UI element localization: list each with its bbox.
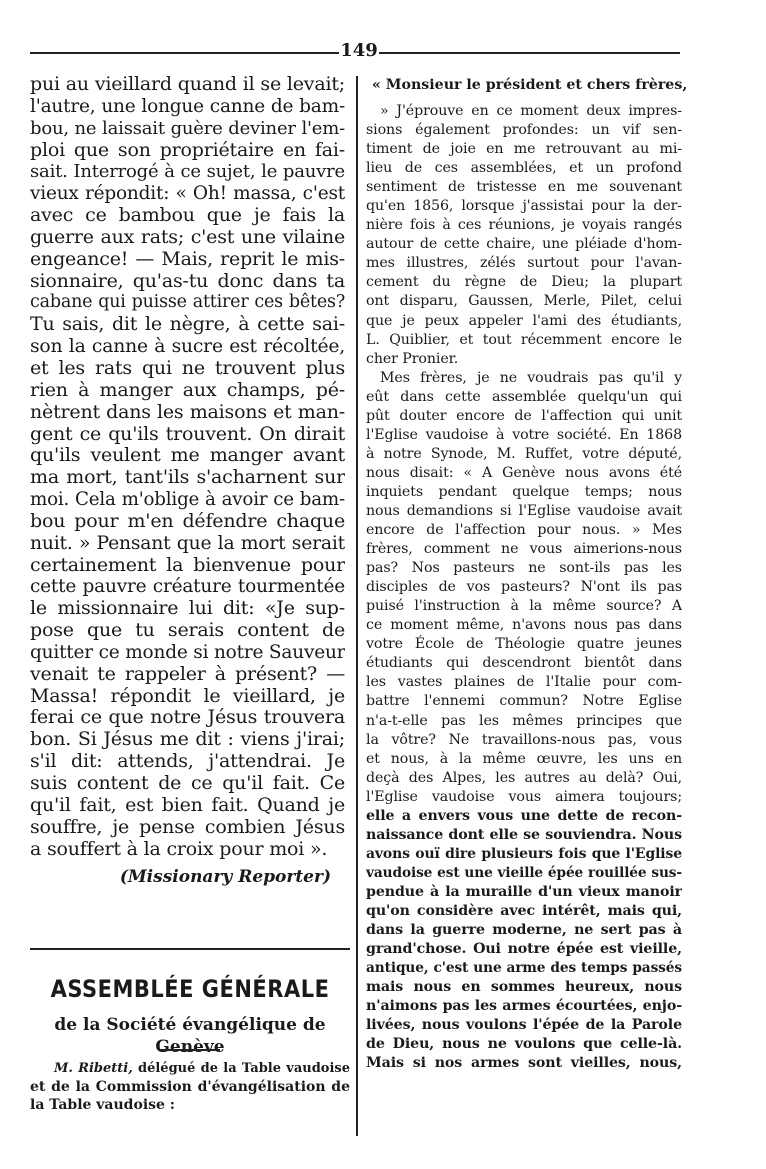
text-line: son la canne à sucre est récoltée,	[30, 336, 345, 358]
text-line: la vôtre? Ne travaillons-nous pas, vous	[366, 731, 682, 748]
text-line: naissance dont elle se souviendra. Nous	[366, 826, 682, 843]
text-line: deçà des Alpes, les autres au delà? Oui,	[366, 769, 682, 786]
ornament-rule	[160, 1045, 220, 1055]
text-line: l'Eglise vaudoise à votre société. En 1868	[366, 426, 682, 443]
text-line: qu'en 1856, lorsque j'assistai pour la der-	[366, 198, 682, 215]
text-line: moi. Cela m'oblige à avoir ce bam-	[30, 489, 345, 511]
text-line: qu'il fait, est bien fait. Quand je	[30, 794, 345, 816]
text-line: mes illustres, zélés surtout pour l'avan-	[366, 255, 682, 272]
text-line: nous disait: « A Genève nous avons été	[366, 464, 682, 481]
text-line: ce moment même, n'avons nous pas dans	[366, 617, 682, 634]
text-line: vieux répondit: « Oh! massa, c'est	[30, 183, 345, 205]
text-line: mais nous en sommes heureux, nous	[366, 979, 682, 996]
text-line: nous demandions si l'Eglise vaudoise avait	[366, 502, 682, 519]
text-line: s'il dit: attends, j'attendrai. Je	[30, 751, 345, 773]
text-line: pose que tu serais content de	[30, 620, 345, 642]
text-line: lieu de ces assemblées, et un profond	[366, 160, 682, 177]
text-line: bou, ne laissait guère deviner l'em-	[30, 117, 345, 139]
source-citation: (Missionary Reporter)	[119, 867, 331, 888]
text-line: eût dans cette assemblée quelqu'un qui	[366, 388, 682, 405]
left-column	[30, 74, 345, 888]
text-line: inquiets pendant quelque temps; nous	[366, 483, 682, 500]
text-line: suis content de ce qu'il fait. Ce	[30, 773, 345, 794]
text-line: cher Pronier.	[366, 350, 459, 367]
text-line: de Dieu, nous ne voulons que celle-là.	[366, 1036, 682, 1053]
text-line: venait te rappeler à présent? —	[30, 663, 345, 685]
text-line: bon. Si Jésus me dit : viens j'irai;	[30, 729, 345, 751]
text-line: encore de l'affection pour nous. » Mes	[366, 522, 682, 539]
text-line: l'Eglise vaudoise vous aimera toujours;	[366, 788, 682, 805]
text-line: Mais si nos armes sont vieilles, nous,	[366, 1055, 682, 1072]
text-line: que je peux appeler l'ami des étudiants,	[366, 312, 682, 329]
column-divider	[356, 76, 358, 1136]
text-line: qu'ils veulent me manger avant	[30, 445, 345, 467]
text-line: nètrent dans les maisons et man-	[30, 401, 345, 423]
text-line: engeance! — Mais, reprit le mis-	[30, 248, 345, 270]
text-line: pendue à la muraille d'un vieux manoir	[366, 883, 682, 900]
text-line: ploi que son propriétaire en fai-	[30, 139, 345, 161]
text-line: sentiment de tristesse en me souvenant	[366, 179, 682, 196]
text-line: n'aimons pas les armes écourtées, enjo-	[366, 998, 682, 1015]
text-line: et les rats qui ne trouvent plus	[30, 357, 345, 379]
text-line: souffre, je pense combien Jésus	[30, 816, 345, 838]
text-line: à notre Synode, M. Ruffet, votre député,	[366, 445, 682, 462]
text-line: sionnaire, qu'as-tu donc dans ta	[30, 270, 345, 292]
text-line: » J'éprouve en ce moment deux impres-	[380, 103, 682, 119]
text-line: cette pauvre créature tourmentée	[30, 576, 345, 598]
page-number: 149	[340, 40, 378, 61]
text-line: livées, nous voulons l'épée de la Parole	[366, 1017, 682, 1034]
text-line: bou pour m'en défendre chaque	[30, 510, 345, 532]
right-column	[366, 74, 688, 1073]
text-line: ferai ce que notre Jésus trouvera	[30, 707, 345, 729]
text-line: Mes frères, je ne voudrais pas qu'il y	[380, 369, 682, 386]
text-line: dans la guerre moderne, ne sert pas à	[366, 922, 682, 939]
text-line: l'autre, une longue canne de bam-	[30, 95, 345, 117]
text-line: grand'chose. Oui notre épée est vieille,	[366, 941, 682, 958]
text-line: le missionnaire lui dit: «Je sup-	[30, 598, 345, 620]
text-line: disciples de vos pasteurs? N'ont ils pas	[366, 579, 682, 596]
text-line: avec ce bambou que je fais la	[30, 205, 345, 227]
text-line: certainement la bienvenue pour	[30, 554, 345, 576]
text-line: nière fois à ces réunions, je voyais rangés	[366, 217, 682, 234]
text-line: autour de cette chaire, une pléiade d'hom-	[366, 236, 682, 253]
text-line: elle a envers vous une dette de recon-	[366, 807, 682, 824]
section-intro	[30, 1060, 350, 1114]
text-line: battre l'ennemi commun? Notre Eglise	[366, 693, 682, 710]
text-line: ont disparu, Gaussen, Merle, Pilet, celui	[366, 293, 682, 310]
intro-line: et de la Commission d'évangélisation de	[30, 1079, 350, 1095]
text-line: nuit. » Pensant que la mort serait	[30, 532, 345, 554]
text-line: a souffert à la croix pour moi ».	[30, 838, 328, 860]
speaker-name: M. Ribetti,	[54, 1061, 133, 1076]
text-line: rien à manger aux champs, pé-	[30, 379, 345, 401]
text-line: Massa! répondit le vieillard, je	[30, 685, 345, 707]
text-line: sions également profondes: un vif sen-	[366, 122, 682, 139]
text-line: puisé l'instruction à la même source? A	[366, 598, 682, 615]
text-line: timent de joie en me retrouvant au mi-	[366, 141, 682, 158]
text-line: pui au vieillard quand il se levait;	[30, 74, 345, 95]
text-line: votre École de Théologie quatre jeunes	[366, 636, 682, 653]
text-line: n'a-t-elle pas les mêmes principes que	[366, 712, 682, 729]
text-line: antique, c'est une arme des temps passés	[366, 960, 682, 977]
text-line: vaudoise est une vieille épée rouillée sus-	[366, 864, 682, 881]
text-line: L. Quiblier, et tout récemment encore le	[366, 331, 682, 348]
text-line: quitter ce monde si notre Sauveur	[30, 641, 345, 663]
section-subtitle: de la Société évangélique de Genève	[54, 1015, 326, 1057]
text-line: gent ce qu'ils trouvent. On dirait	[30, 423, 345, 445]
text-line: ma mort, tant'ils s'acharnent sur	[30, 467, 345, 489]
text-line: cabane qui puisse attirer ces bêtes?	[30, 292, 345, 313]
text-line: étudiants qui descendront bientôt dans	[366, 655, 682, 672]
text-line: pas? Nos pasteurs ne sont-ils pas les	[366, 560, 682, 577]
text-line: les vastes plaines de l'Italie pour com-	[366, 674, 682, 691]
salutation: « Monsieur le président et chers frères,	[372, 77, 688, 93]
text-line: avons ouï dire plusieurs fois que l'Eglise	[366, 845, 682, 862]
text-line: pût douter encore de l'affection qui unit	[366, 407, 682, 424]
text-line: qu'on considère avec intérêt, mais qui,	[366, 902, 682, 919]
text-line: frères, comment ne vous aimerions-nous	[366, 541, 682, 558]
text-line: et nous, à la même œuvre, les uns en	[366, 750, 682, 767]
intro-text: délégué de la Table vaudoise	[132, 1061, 350, 1076]
intro-line	[30, 1060, 350, 1078]
section-divider	[30, 948, 350, 950]
intro-line: la Table vaudoise :	[30, 1097, 175, 1113]
text-line: cement du règne de Dieu; la plupart	[366, 274, 682, 291]
text-line: Tu sais, dit le nègre, à cette sai-	[30, 314, 345, 336]
text-line: sait. Interrogé à ce sujet, le pauvre	[30, 161, 345, 183]
text-line: guerre aux rats; c'est une vilaine	[30, 226, 345, 248]
section-title: ASSEMBLÉE GÉNÉRALE	[50, 975, 330, 1003]
